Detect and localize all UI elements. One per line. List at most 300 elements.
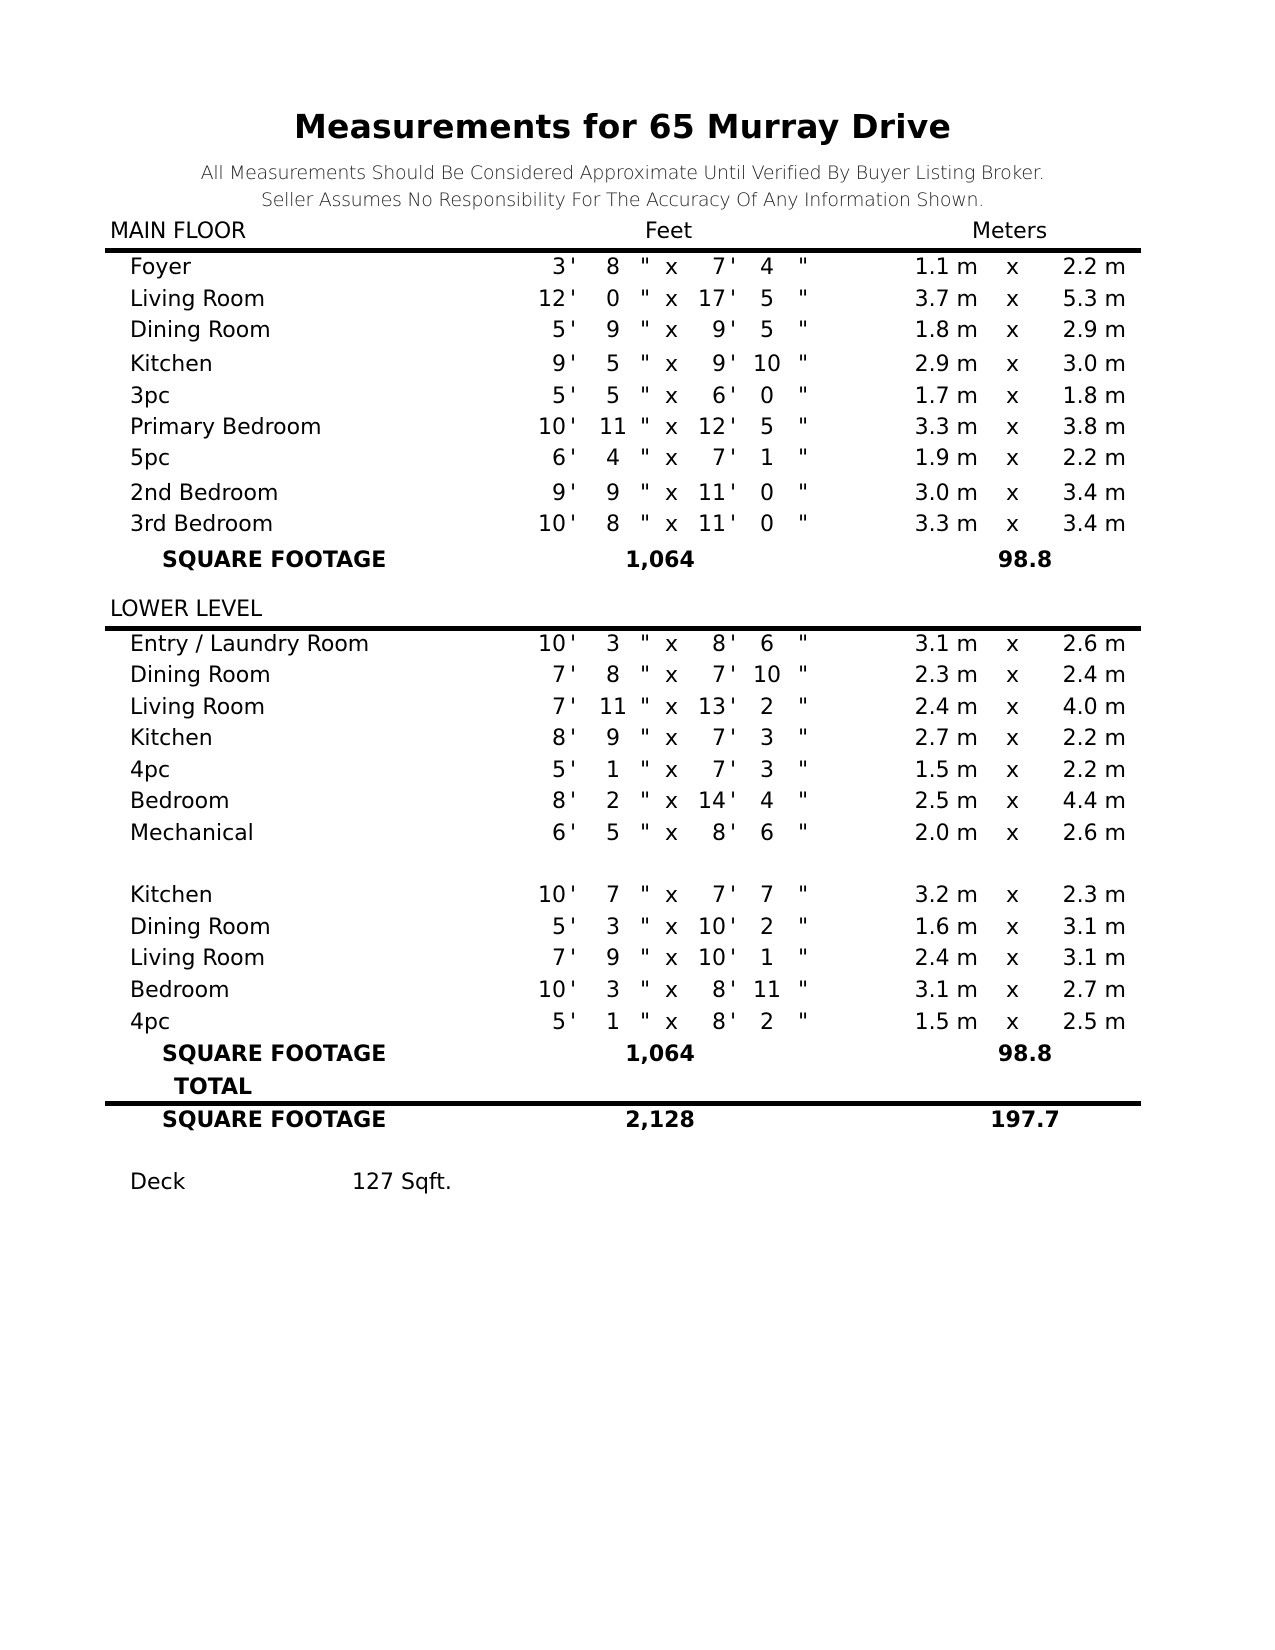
times-sign: x	[665, 1010, 679, 1035]
length-feet: 11	[698, 481, 726, 506]
foot-mark: '	[730, 287, 737, 312]
inch-mark: "	[798, 446, 809, 471]
length-inches: 2	[760, 915, 774, 940]
width-inches: 8	[606, 512, 620, 537]
length-feet: 7	[712, 883, 726, 908]
width-meters: 3.0 m	[914, 481, 978, 506]
length-inches: 0	[760, 481, 774, 506]
length-meters: 3.1 m	[1062, 915, 1126, 940]
times-sign: x	[1006, 632, 1020, 657]
foot-mark: '	[570, 946, 577, 971]
width-feet: 5	[552, 915, 566, 940]
inch-mark: "	[640, 352, 651, 377]
length-meters: 3.4 m	[1062, 481, 1126, 506]
foot-mark: '	[570, 255, 577, 280]
foot-mark: '	[570, 318, 577, 343]
room-name: Kitchen	[130, 352, 213, 377]
length-feet: 9	[712, 318, 726, 343]
times-sign: x	[665, 789, 679, 814]
length-meters: 2.7 m	[1062, 978, 1126, 1003]
times-sign: x	[665, 915, 679, 940]
length-meters: 2.6 m	[1062, 821, 1126, 846]
width-meters: 2.7 m	[914, 726, 978, 751]
width-meters: 3.3 m	[914, 512, 978, 537]
room-name: 3pc	[130, 384, 171, 409]
foot-mark: '	[730, 695, 737, 720]
room-name: 5pc	[130, 446, 171, 471]
width-meters: 1.5 m	[914, 758, 978, 783]
foot-mark: '	[730, 415, 737, 440]
length-inches: 10	[753, 663, 781, 688]
length-inches: 7	[760, 883, 774, 908]
width-inches: 9	[606, 318, 620, 343]
times-sign: x	[665, 726, 679, 751]
width-inches: 9	[606, 481, 620, 506]
times-sign: x	[665, 318, 679, 343]
total-label: TOTAL	[174, 1075, 253, 1100]
width-meters: 3.7 m	[914, 287, 978, 312]
width-meters: 2.4 m	[914, 946, 978, 971]
length-inches: 1	[760, 946, 774, 971]
times-sign: x	[665, 821, 679, 846]
length-feet: 11	[698, 512, 726, 537]
section-heading-lower-level: LOWER LEVEL	[110, 597, 262, 622]
width-meters: 2.0 m	[914, 821, 978, 846]
times-sign: x	[1006, 384, 1020, 409]
length-feet: 8	[712, 632, 726, 657]
room-row	[0, 881, 1275, 911]
width-meters: 3.1 m	[914, 632, 978, 657]
length-meters: 3.0 m	[1062, 352, 1126, 377]
width-feet: 5	[552, 318, 566, 343]
width-inches: 1	[606, 758, 620, 783]
width-feet: 6	[552, 821, 566, 846]
inch-mark: "	[640, 287, 651, 312]
room-row	[0, 661, 1275, 691]
foot-mark: '	[730, 352, 737, 377]
room-name: 3rd Bedroom	[130, 512, 274, 537]
square-footage-feet: 2,128	[625, 1108, 695, 1133]
foot-mark: '	[730, 726, 737, 751]
width-meters: 2.9 m	[914, 352, 978, 377]
times-sign: x	[1006, 512, 1020, 537]
room-row	[0, 1008, 1275, 1038]
room-name: Kitchen	[130, 883, 213, 908]
length-meters: 2.4 m	[1062, 663, 1126, 688]
times-sign: x	[1006, 821, 1020, 846]
room-name: Entry / Laundry Room	[130, 632, 370, 657]
length-inches: 2	[760, 695, 774, 720]
length-feet: 10	[698, 915, 726, 940]
times-sign: x	[665, 384, 679, 409]
length-meters: 2.5 m	[1062, 1010, 1126, 1035]
room-name: Bedroom	[130, 978, 230, 1003]
main-floor-square-footage-row	[0, 546, 1275, 576]
width-meters: 2.3 m	[914, 663, 978, 688]
foot-mark: '	[570, 287, 577, 312]
foot-mark: '	[570, 821, 577, 846]
width-inches: 0	[606, 287, 620, 312]
inch-mark: "	[798, 695, 809, 720]
inch-mark: "	[640, 512, 651, 537]
room-row	[0, 787, 1275, 817]
total-square-footage-row	[0, 1106, 1275, 1136]
inch-mark: "	[798, 255, 809, 280]
room-name: Dining Room	[130, 663, 271, 688]
inch-mark: "	[798, 481, 809, 506]
times-sign: x	[665, 512, 679, 537]
length-meters: 3.8 m	[1062, 415, 1126, 440]
width-inches: 3	[606, 915, 620, 940]
foot-mark: '	[730, 255, 737, 280]
width-inches: 3	[606, 978, 620, 1003]
width-feet: 7	[552, 663, 566, 688]
times-sign: x	[665, 446, 679, 471]
length-inches: 5	[760, 287, 774, 312]
room-name: 4pc	[130, 1010, 171, 1035]
width-meters: 1.9 m	[914, 446, 978, 471]
width-inches: 5	[606, 384, 620, 409]
times-sign: x	[665, 946, 679, 971]
length-feet: 14	[698, 789, 726, 814]
times-sign: x	[1006, 415, 1020, 440]
foot-mark: '	[570, 789, 577, 814]
length-meters: 5.3 m	[1062, 287, 1126, 312]
inch-mark: "	[798, 663, 809, 688]
foot-mark: '	[570, 512, 577, 537]
column-header-meters: Meters	[972, 219, 1048, 244]
square-footage-meters: 197.7	[990, 1108, 1060, 1133]
width-feet: 5	[552, 384, 566, 409]
length-meters: 2.3 m	[1062, 883, 1126, 908]
length-feet: 13	[698, 695, 726, 720]
length-feet: 7	[712, 758, 726, 783]
foot-mark: '	[570, 883, 577, 908]
inch-mark: "	[798, 726, 809, 751]
length-feet: 7	[712, 663, 726, 688]
times-sign: x	[1006, 481, 1020, 506]
foot-mark: '	[570, 481, 577, 506]
length-meters: 3.1 m	[1062, 946, 1126, 971]
room-row	[0, 630, 1275, 660]
width-meters: 2.5 m	[914, 789, 978, 814]
inch-mark: "	[640, 726, 651, 751]
width-feet: 3	[552, 255, 566, 280]
width-feet: 12	[538, 287, 566, 312]
width-meters: 1.7 m	[914, 384, 978, 409]
foot-mark: '	[570, 446, 577, 471]
length-feet: 7	[712, 255, 726, 280]
inch-mark: "	[798, 512, 809, 537]
foot-mark: '	[570, 384, 577, 409]
width-feet: 6	[552, 446, 566, 471]
width-feet: 8	[552, 789, 566, 814]
times-sign: x	[665, 481, 679, 506]
inch-mark: "	[798, 915, 809, 940]
foot-mark: '	[570, 726, 577, 751]
room-name: 4pc	[130, 758, 171, 783]
width-inches: 5	[606, 352, 620, 377]
width-inches: 11	[599, 415, 627, 440]
length-meters: 2.6 m	[1062, 632, 1126, 657]
foot-mark: '	[730, 446, 737, 471]
length-meters: 2.2 m	[1062, 758, 1126, 783]
times-sign: x	[1006, 946, 1020, 971]
room-row	[0, 285, 1275, 315]
times-sign: x	[1006, 1010, 1020, 1035]
inch-mark: "	[640, 695, 651, 720]
length-feet: 6	[712, 384, 726, 409]
room-name: Dining Room	[130, 318, 271, 343]
inch-mark: "	[640, 789, 651, 814]
inch-mark: "	[640, 915, 651, 940]
width-meters: 1.1 m	[914, 255, 978, 280]
length-inches: 5	[760, 318, 774, 343]
times-sign: x	[665, 758, 679, 783]
room-row	[0, 350, 1275, 380]
times-sign: x	[665, 415, 679, 440]
foot-mark: '	[730, 663, 737, 688]
width-inches: 8	[606, 663, 620, 688]
foot-mark: '	[570, 915, 577, 940]
room-name: 2nd Bedroom	[130, 481, 279, 506]
column-header-feet: Feet	[645, 219, 693, 244]
foot-mark: '	[730, 758, 737, 783]
width-feet: 7	[552, 695, 566, 720]
room-row	[0, 693, 1275, 723]
length-feet: 17	[698, 287, 726, 312]
length-inches: 4	[760, 789, 774, 814]
square-footage-meters: 98.8	[997, 548, 1053, 573]
foot-mark: '	[730, 978, 737, 1003]
width-inches: 11	[599, 695, 627, 720]
times-sign: x	[665, 663, 679, 688]
foot-mark: '	[570, 1010, 577, 1035]
length-meters: 4.0 m	[1062, 695, 1126, 720]
room-name: Living Room	[130, 695, 266, 720]
square-footage-label: SQUARE FOOTAGE	[162, 548, 387, 573]
inch-mark: "	[640, 446, 651, 471]
total-label-row	[0, 1073, 1275, 1103]
width-inches: 7	[606, 883, 620, 908]
inch-mark: "	[798, 318, 809, 343]
length-feet: 7	[712, 726, 726, 751]
inch-mark: "	[640, 481, 651, 506]
width-meters: 3.3 m	[914, 415, 978, 440]
room-row	[0, 253, 1275, 283]
inch-mark: "	[798, 758, 809, 783]
width-feet: 8	[552, 726, 566, 751]
length-meters: 2.9 m	[1062, 318, 1126, 343]
room-row	[0, 479, 1275, 509]
room-name: Kitchen	[130, 726, 213, 751]
times-sign: x	[1006, 352, 1020, 377]
room-row	[0, 413, 1275, 443]
inch-mark: "	[798, 821, 809, 846]
square-footage-label: SQUARE FOOTAGE	[162, 1108, 387, 1133]
inch-mark: "	[798, 632, 809, 657]
length-inches: 6	[760, 632, 774, 657]
times-sign: x	[1006, 978, 1020, 1003]
length-meters: 1.8 m	[1062, 384, 1126, 409]
foot-mark: '	[730, 883, 737, 908]
inch-mark: "	[640, 318, 651, 343]
inch-mark: "	[640, 883, 651, 908]
times-sign: x	[665, 352, 679, 377]
foot-mark: '	[730, 789, 737, 814]
room-name: Dining Room	[130, 915, 271, 940]
foot-mark: '	[570, 758, 577, 783]
times-sign: x	[665, 883, 679, 908]
times-sign: x	[665, 978, 679, 1003]
length-feet: 8	[712, 1010, 726, 1035]
times-sign: x	[1006, 663, 1020, 688]
width-feet: 10	[538, 978, 566, 1003]
width-feet: 7	[552, 946, 566, 971]
deck-label: Deck	[130, 1170, 186, 1195]
foot-mark: '	[730, 318, 737, 343]
room-row	[0, 382, 1275, 412]
width-meters: 1.6 m	[914, 915, 978, 940]
times-sign: x	[1006, 287, 1020, 312]
square-footage-feet: 1,064	[625, 548, 695, 573]
width-inches: 9	[606, 946, 620, 971]
length-inches: 11	[753, 978, 781, 1003]
length-feet: 8	[712, 821, 726, 846]
width-feet: 10	[538, 883, 566, 908]
length-meters: 2.2 m	[1062, 255, 1126, 280]
room-row	[0, 510, 1275, 540]
room-name: Foyer	[130, 255, 191, 280]
times-sign: x	[665, 255, 679, 280]
width-inches: 8	[606, 255, 620, 280]
room-row	[0, 444, 1275, 474]
disclaimer-line-1: All Measurements Should Be Considered Approximate Until Verified By Buyer Listing Broker.	[200, 162, 1045, 184]
room-name: Bedroom	[130, 789, 230, 814]
foot-mark: '	[730, 946, 737, 971]
width-feet: 10	[538, 415, 566, 440]
times-sign: x	[1006, 695, 1020, 720]
length-meters: 2.2 m	[1062, 446, 1126, 471]
times-sign: x	[665, 632, 679, 657]
length-feet: 9	[712, 352, 726, 377]
width-inches: 1	[606, 1010, 620, 1035]
inch-mark: "	[798, 1010, 809, 1035]
times-sign: x	[1006, 758, 1020, 783]
foot-mark: '	[730, 1010, 737, 1035]
times-sign: x	[1006, 726, 1020, 751]
disclaimer-line-2: Seller Assumes No Responsibility For The Accuracy Of Any Information Shown.	[261, 189, 984, 211]
foot-mark: '	[570, 695, 577, 720]
length-meters: 3.4 m	[1062, 512, 1126, 537]
inch-mark: "	[798, 352, 809, 377]
length-feet: 10	[698, 946, 726, 971]
times-sign: x	[1006, 446, 1020, 471]
room-row	[0, 316, 1275, 346]
page-title: Measurements for 65 Murray Drive	[293, 107, 952, 146]
times-sign: x	[1006, 255, 1020, 280]
inch-mark: "	[798, 384, 809, 409]
inch-mark: "	[640, 978, 651, 1003]
length-inches: 1	[760, 446, 774, 471]
room-row	[0, 724, 1275, 754]
room-row	[0, 756, 1275, 786]
width-meters: 3.1 m	[914, 978, 978, 1003]
inch-mark: "	[640, 663, 651, 688]
length-inches: 3	[760, 758, 774, 783]
width-feet: 10	[538, 512, 566, 537]
width-inches: 5	[606, 821, 620, 846]
foot-mark: '	[570, 663, 577, 688]
inch-mark: "	[640, 632, 651, 657]
length-feet: 7	[712, 446, 726, 471]
times-sign: x	[1006, 915, 1020, 940]
width-feet: 9	[552, 481, 566, 506]
square-footage-feet: 1,064	[625, 1042, 695, 1067]
inch-mark: "	[798, 789, 809, 814]
inch-mark: "	[798, 883, 809, 908]
length-inches: 2	[760, 1010, 774, 1035]
inch-mark: "	[798, 287, 809, 312]
foot-mark: '	[570, 352, 577, 377]
length-inches: 5	[760, 415, 774, 440]
room-row	[0, 944, 1275, 974]
inch-mark: "	[640, 1010, 651, 1035]
room-row	[0, 819, 1275, 849]
times-sign: x	[1006, 318, 1020, 343]
room-row	[0, 976, 1275, 1006]
inch-mark: "	[798, 946, 809, 971]
width-inches: 3	[606, 632, 620, 657]
deck-area: 127 Sqft.	[352, 1170, 452, 1195]
foot-mark: '	[570, 632, 577, 657]
times-sign: x	[665, 287, 679, 312]
foot-mark: '	[570, 415, 577, 440]
length-inches: 4	[760, 255, 774, 280]
foot-mark: '	[730, 384, 737, 409]
inch-mark: "	[640, 758, 651, 783]
width-feet: 9	[552, 352, 566, 377]
foot-mark: '	[730, 821, 737, 846]
inch-mark: "	[798, 415, 809, 440]
room-row	[0, 913, 1275, 943]
inch-mark: "	[640, 821, 651, 846]
width-feet: 5	[552, 758, 566, 783]
foot-mark: '	[730, 481, 737, 506]
width-meters: 1.5 m	[914, 1010, 978, 1035]
width-feet: 10	[538, 632, 566, 657]
room-name: Living Room	[130, 287, 266, 312]
width-inches: 2	[606, 789, 620, 814]
inch-mark: "	[640, 415, 651, 440]
length-inches: 3	[760, 726, 774, 751]
width-meters: 3.2 m	[914, 883, 978, 908]
room-name: Primary Bedroom	[130, 415, 322, 440]
times-sign: x	[665, 695, 679, 720]
length-meters: 4.4 m	[1062, 789, 1126, 814]
section-heading-main-floor: MAIN FLOOR	[110, 219, 247, 244]
inch-mark: "	[798, 978, 809, 1003]
room-name: Living Room	[130, 946, 266, 971]
length-inches: 10	[753, 352, 781, 377]
foot-mark: '	[730, 632, 737, 657]
length-feet: 12	[698, 415, 726, 440]
length-feet: 8	[712, 978, 726, 1003]
inch-mark: "	[640, 255, 651, 280]
foot-mark: '	[730, 512, 737, 537]
length-inches: 0	[760, 384, 774, 409]
times-sign: x	[1006, 883, 1020, 908]
